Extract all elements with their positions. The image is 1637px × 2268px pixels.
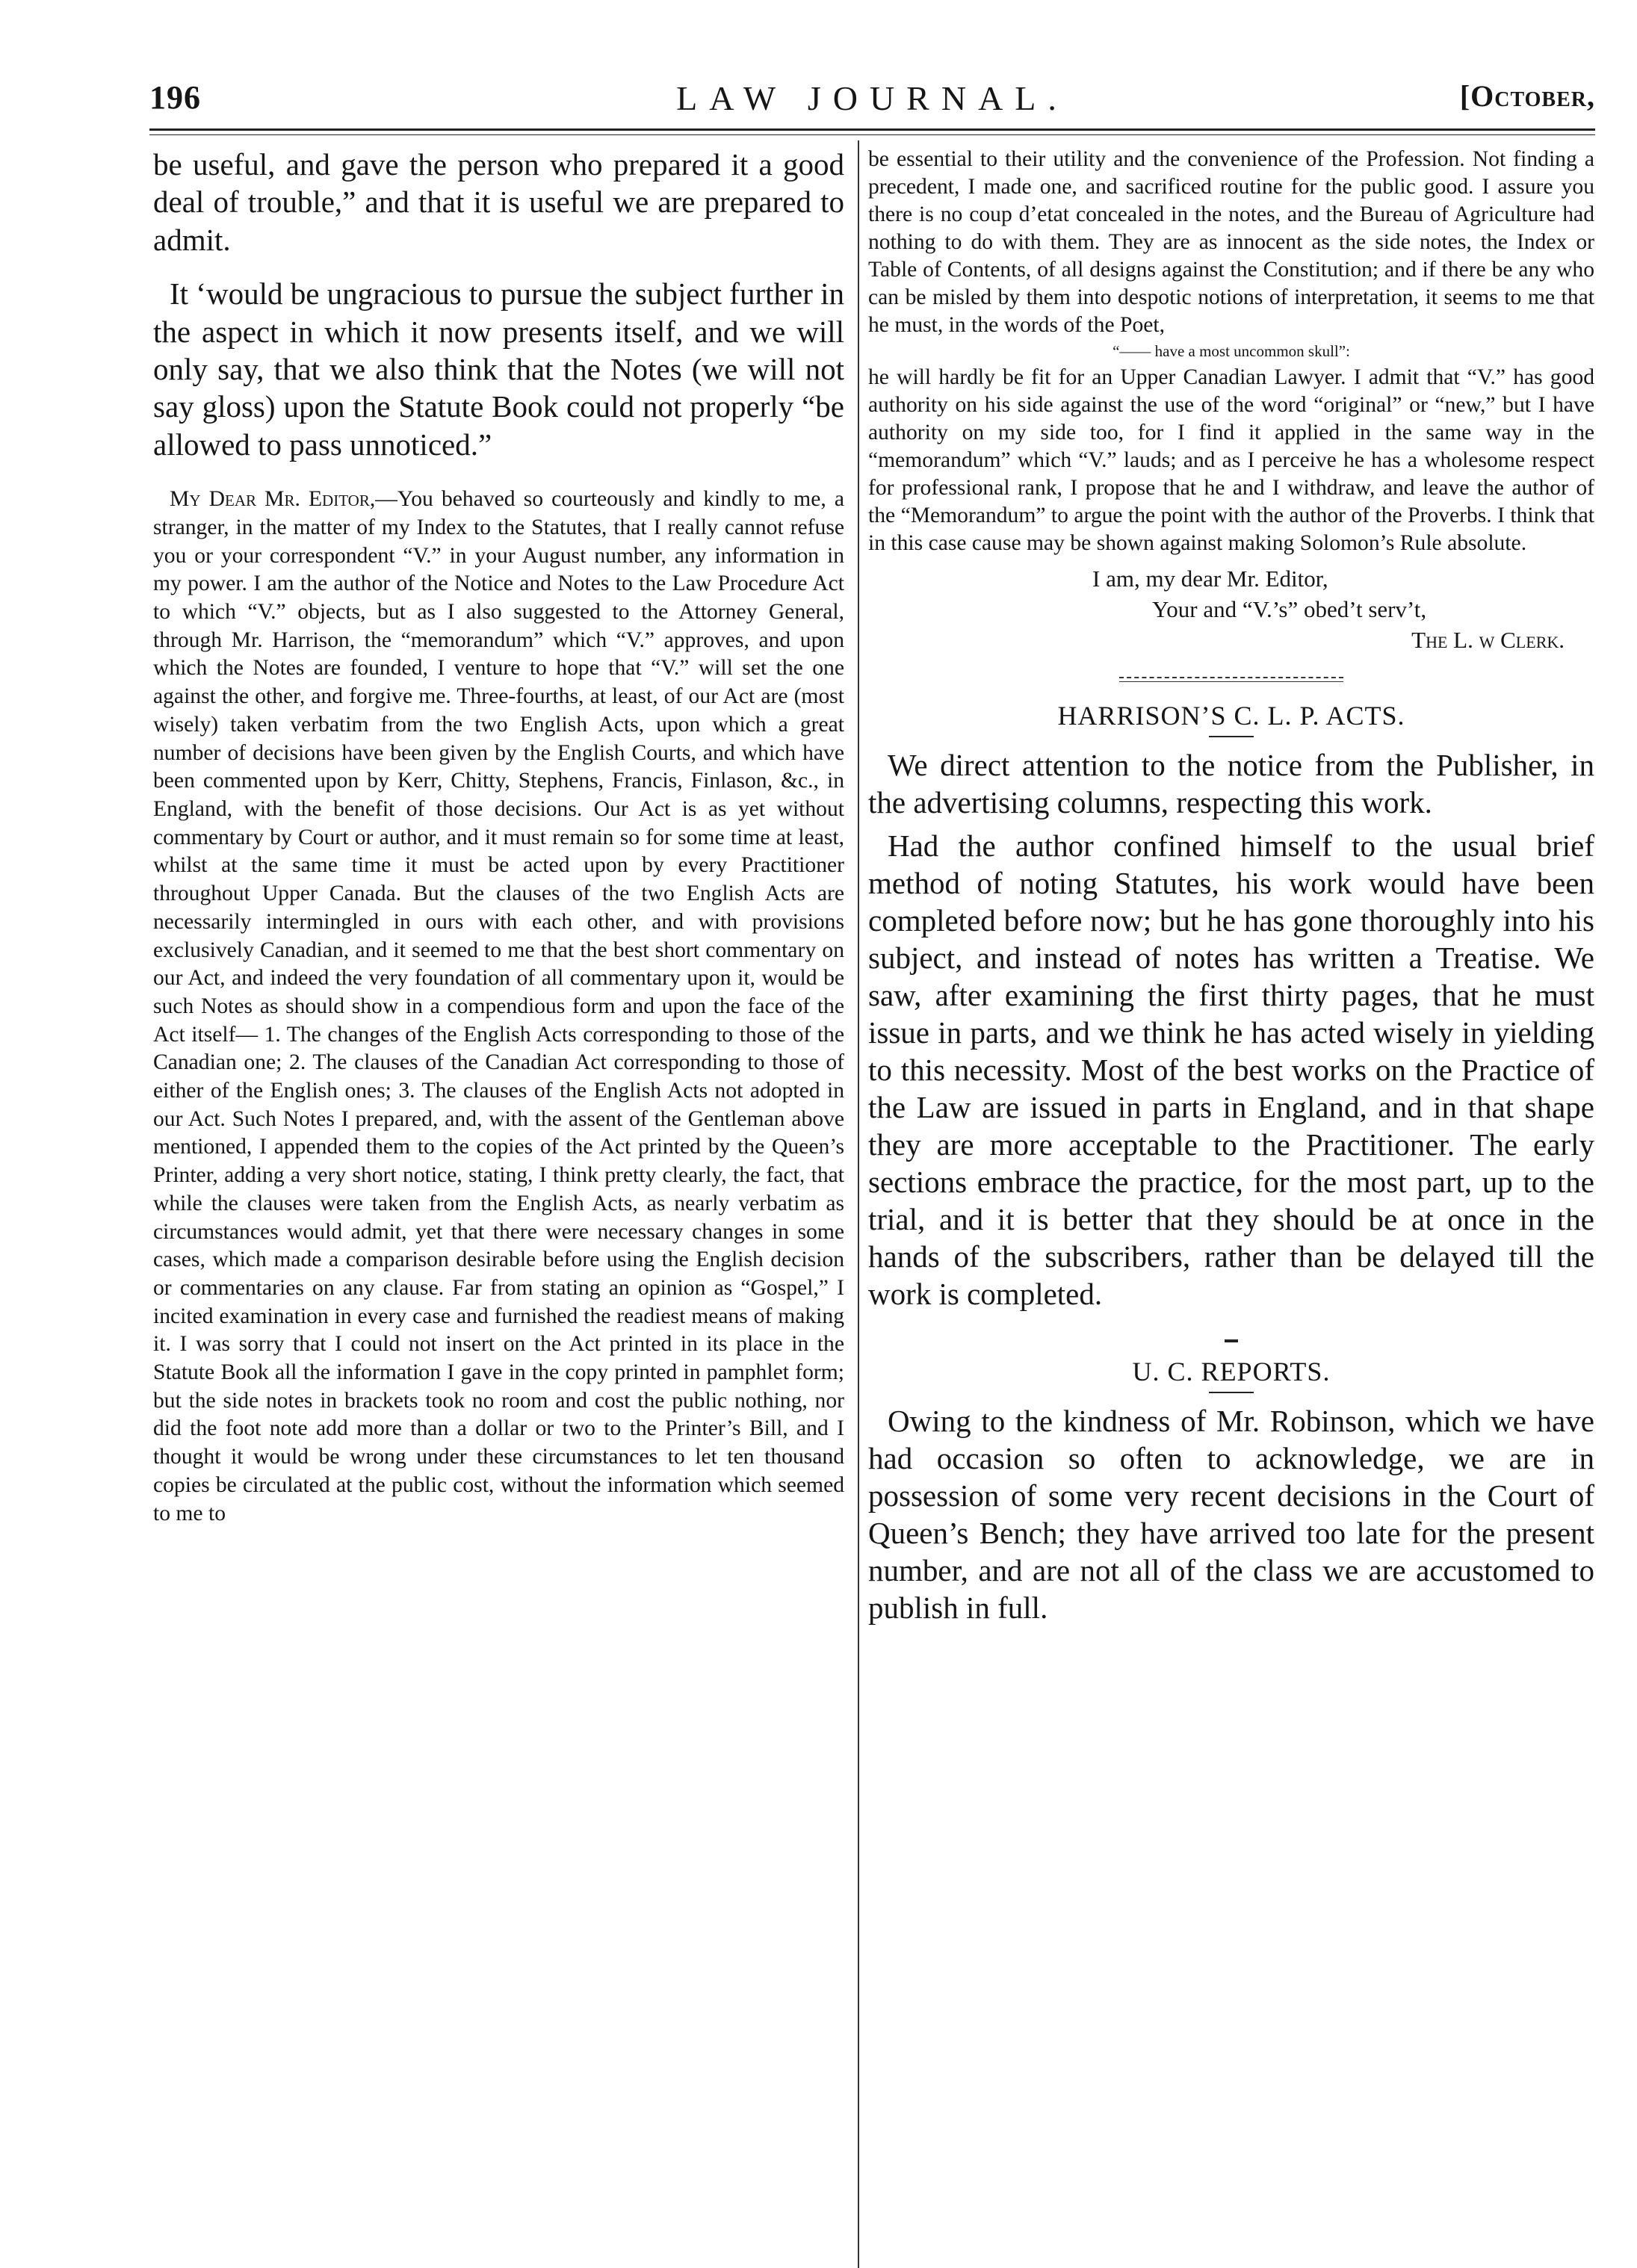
signature: The L. w Clerk.: [1411, 627, 1565, 653]
closing-line-2: Your and “V.’s” obed’t serv’t,: [1152, 596, 1427, 622]
letter-after-quote: he will hardly be fit for an Upper Canadian Lawyer. I admit that “V.” has good authority on his side against the use of the word “original” or “new,” but I have authority on my side too, for I find it applied in the same way in the “memorandum” which “V.” lauds; and as I perceive he has a wholesome respect for professional rank, I propose that he and I withdraw, and leave the author of the “Memorandum” to argue the point with the author of the Proverbs. I think that in this case cause may be shown against making Solomon’s Rule absolute.: [868, 365, 1594, 555]
letter-text: —You behaved so courteously and kindly to me, a stranger, in the matter of my Index to the Statutes, that I really cannot refuse you or your correspondent “V.” in your August number, any information in my power. I am the author of the Notice and Notes to the Law Procedure Act to which “V.” objects, but as I also suggested to the Attorney General, through Mr. Harrison, the “memorandum” which “V.” approves, and upon which the Notes are founded, I venture to hope that “V.” will set the one against the other, and forgive me. Three-fourths, at least, of our Act are (most wisely) taken verbatim from the two English Acts, upon which a great number of decisions have been given by the English Courts, and which have been commented upon by Kerr, Chitty, Stephens, Francis, Finlason, &c., in England, with the benefit of those decisions. Our Act is as yet without commentary by Court or author, and it must remain so for some time at least, whilst at the same time it must be acted upon by every Practitioner throughout Upper Canada. But the clauses of the two English Acts are necessarily intermingled in ours with each other, and with provisions exclusively Canadian, and it seemed to me that the best short commentary on our Act, and indeed the very foundation of all commentary upon it, would be such Notes as should show in a compendious form and upon the face of the Act itself— 1. The changes of the English Acts corresponding to those of the Canadian one; 2. The clauses of the Canadian Act corresponding to those of either of the English ones; 3. The clauses of the English Acts not adopted in our Act. Such Notes I prepared, and, with the assent of the Gentleman above mentioned, I appended them to the copies of the Act printed by the Queen’s Printer, adding a very short notice, stating, I think pretty clearly, the fact, that while the clauses were taken from the English Acts, as nearly verbatim as circumstances would admit, yet that there were necessary changes in some cases, which made a comparison desirable before using the English decision or commentaries on any clause. Far from stating an opinion as “Gospel,” I incited examination in every case and furnished the readiest means of making it. I was sorry that I could not insert on the Act printed in its place in the Statute Book all the information I gave in the copy printed in pamphlet form; but the side notes in brackets took no room and cost the public nothing, nor did the foot note add more than a dollar or two to the Printer’s Bill, and I thought it would be wrong under these circumstances to let ten thousand copies be circulated at the public cost, without the information which seemed to me to: [153, 487, 844, 1525]
left-column: [153, 146, 844, 1528]
running-head: [149, 78, 1595, 123]
harrison-paragraph-2: Had the author confined himself to the usual brief method of noting Statutes, his work would have been completed before now; but he has gone thoroughly into his subject, and instead of notes has written a Treatise. We saw, after examining the first thirty pages, that he must issue in parts, and we think he has acted wisely in yielding to this necessity. Most of the best works on the Practice of the Law are issued in parts in England, and in that shape they are more acceptable to the Practitioner. The early sections embrace the practice, for the most part, up to the trial, and it is better that they should be at once in the hands of the subscribers, rather than be delayed till the work is completed.: [868, 828, 1594, 1311]
harrison-paragraph-1: We direct attention to the notice from the Publisher, in the advertising columns, respecting this work.: [868, 748, 1594, 819]
section-ornament: [1119, 675, 1343, 685]
column-divider: [858, 140, 859, 2268]
heading-rule: [1209, 736, 1254, 737]
journal-title: LAW JOURNAL.: [676, 79, 1068, 117]
letter-closing: [868, 563, 1594, 655]
header-rule-thin: [149, 134, 1595, 135]
section-heading-reports: U. C. REPORTS.: [1132, 1357, 1331, 1386]
poet-quote: “—— have a most uncommon skull”:: [1113, 342, 1350, 360]
right-column: [868, 146, 1594, 1626]
letter-continuation: be essential to their utility and the convenience of the Profession. Not finding a precedent, I made one, and sacrificed routine for the public good. I assure you there is no coup d’etat concealed in the notes, and the Bureau of Agriculture had nothing to do with them. They are as innocent as the side notes, the Index or Table of Contents, of all designs against the Constitution; and if there be any who can be misled by them into despotic notions of interpretation, it seems to me that he must, in the words of the Poet,: [868, 147, 1594, 337]
editorial-paragraph: It ‘would be ungracious to pursue the subject further in the aspect in which it now presents itself, and we will only say, that we also think that the Notes (we will not say gloss) upon the Statute Book could not properly “be allowed to pass unnoticed.”: [153, 276, 844, 462]
letter-salutation: My Dear Mr. Editor,: [170, 487, 376, 512]
heading-rule: [1209, 1392, 1254, 1393]
header-rule-thick: [149, 128, 1595, 131]
issue-month: [October,: [1459, 79, 1595, 113]
section-heading-harrison: HARRISON’S C. L. P. ACTS.: [1057, 701, 1405, 731]
letter-body: [153, 486, 844, 1528]
reports-paragraph: Owing to the kindness of Mr. Robinson, which we have had occasion so often to acknowledge, we are in possession of some very recent decisions in the Court of Queen’s Bench; they have arrived too late for the present number, and are not all of the class we are accustomed to publish in full.: [868, 1404, 1594, 1625]
closing-line-1: I am, my dear Mr. Editor,: [1092, 566, 1328, 592]
section-ornament-dash: [1225, 1339, 1238, 1342]
page-number: 196: [149, 79, 201, 116]
lead-paragraph: be useful, and gave the person who prepared it a good deal of trouble,” and that it is useful we are prepared to admit.: [153, 147, 844, 257]
